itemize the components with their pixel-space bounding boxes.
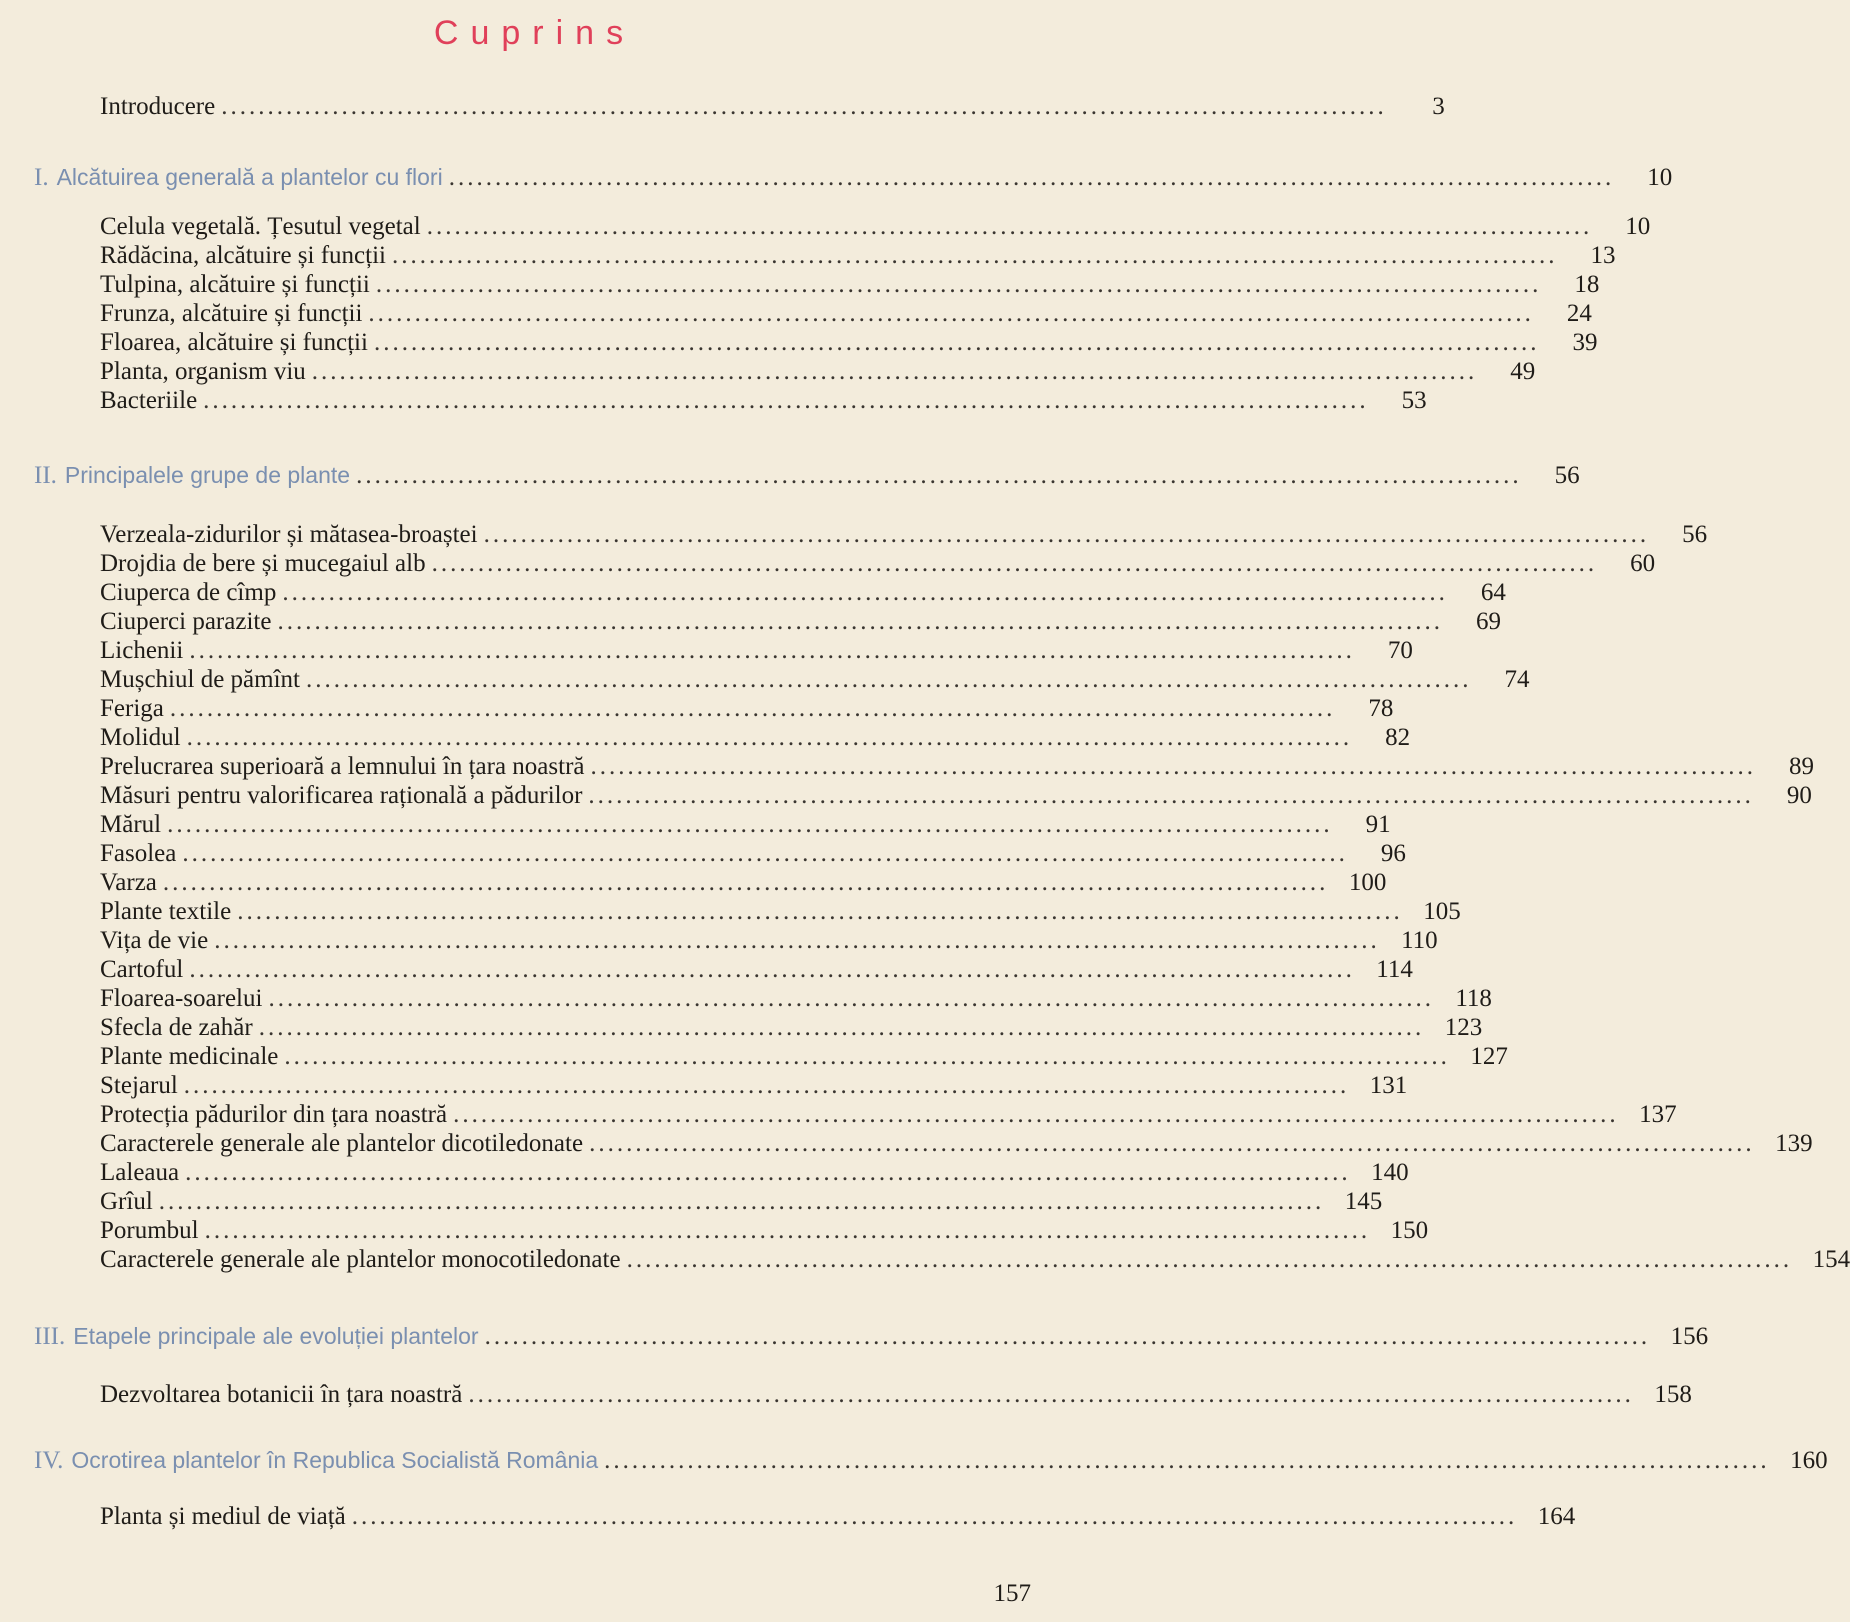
dot-leader: .............................................................................................................................. <box>351 1503 1518 1530</box>
toc-entry-page: 105 <box>1423 898 1461 925</box>
toc-entry[interactable] <box>100 1502 1576 1532</box>
toc-entry-page: 90 <box>1786 782 1812 809</box>
dot-leader: .............................................................................................................................. <box>483 521 1650 548</box>
dot-leader: .............................................................................................................................. <box>203 387 1369 414</box>
toc-entry-label: Ciuperca de cîmp <box>100 579 277 606</box>
toc-entry[interactable] <box>100 386 1427 416</box>
dot-leader: .............................................................................................................................. <box>162 869 1329 896</box>
toc-entry-page: 13 <box>1590 242 1616 269</box>
toc-entry-page: 39 <box>1572 329 1598 356</box>
section-title: Ocrotirea plantelor în Republica Socialistă România <box>71 1447 599 1473</box>
toc-entry[interactable] <box>100 1245 1850 1275</box>
toc-entry[interactable] <box>100 984 1492 1014</box>
toc-entry-label: Floarea-soarelui <box>100 985 263 1012</box>
toc-entry[interactable] <box>100 607 1501 637</box>
toc-entry-page: 91 <box>1365 811 1391 838</box>
toc-entry-label: Floarea, alcătuire și funcții <box>100 329 368 356</box>
toc-entry[interactable] <box>100 1042 1508 1072</box>
dot-leader: .............................................................................................................................. <box>204 1217 1371 1244</box>
toc-entry-page: 49 <box>1510 358 1536 385</box>
toc-entry-label: Stejarul <box>100 1072 178 1099</box>
section-number: III. <box>34 1323 66 1350</box>
toc-entry-label: Verzeala-zidurilor și mătasea-broaștei <box>100 521 478 548</box>
dot-leader: .............................................................................................................................. <box>182 840 1348 867</box>
dot-leader: .............................................................................................................................. <box>468 1381 1634 1408</box>
toc-entry[interactable] <box>100 636 1413 666</box>
section-number: IV. <box>34 1447 64 1474</box>
dot-leader: .............................................................................................................................. <box>221 93 1387 120</box>
toc-entry[interactable] <box>100 810 1391 840</box>
toc-entry[interactable] <box>100 897 1461 927</box>
dot-leader: .............................................................................................................................. <box>277 608 1443 635</box>
dot-leader: .............................................................................................................................. <box>448 164 1615 191</box>
toc-entry-label: Mușchiul de pămînt <box>100 666 300 693</box>
toc-entry[interactable] <box>100 1158 1409 1188</box>
toc-entry[interactable] <box>100 357 1536 387</box>
toc-entry-label: Dezvoltarea botanicii în țara noastră <box>100 1381 463 1408</box>
toc-entry-label: Frunza, alcătuire și funcții <box>100 300 363 327</box>
dot-leader: .............................................................................................................................. <box>626 1246 1793 1273</box>
section-number: II. <box>34 462 57 489</box>
toc-entry-page: 60 <box>1630 550 1656 577</box>
dot-leader: .............................................................................................................................. <box>368 300 1534 327</box>
dot-leader: .............................................................................................................................. <box>158 1188 1325 1215</box>
toc-entry-label: Fasolea <box>100 840 177 867</box>
dot-leader: .............................................................................................................................. <box>186 724 1353 751</box>
toc-entry-page: 127 <box>1470 1043 1508 1070</box>
dot-leader: .............................................................................................................................. <box>373 329 1540 356</box>
section-title: Principalele grupe de plante <box>64 462 351 488</box>
toc-entry[interactable] <box>100 212 1651 242</box>
toc-entry[interactable] <box>100 868 1387 898</box>
section-title: Alcătuirea generală a plantelor cu flori <box>56 164 443 190</box>
dot-leader: .............................................................................................................................. <box>431 550 1598 577</box>
toc-entry-page: 69 <box>1475 608 1501 635</box>
toc-entry[interactable] <box>100 1071 1408 1101</box>
page-number: 157 <box>993 1580 1031 1607</box>
toc-entry-page: 70 <box>1387 637 1413 664</box>
toc-entry-label: Feriga <box>100 695 164 722</box>
dot-leader: .............................................................................................................................. <box>453 1101 1619 1128</box>
toc-entry-page: 145 <box>1344 1188 1383 1215</box>
dot-leader: .............................................................................................................................. <box>268 985 1434 1012</box>
toc-entry[interactable] <box>100 578 1506 608</box>
toc-entry-page: 150 <box>1390 1217 1429 1244</box>
toc-entry[interactable] <box>100 752 1814 782</box>
dot-leader: .............................................................................................................................. <box>258 1014 1425 1041</box>
toc-entry-label: Celula vegetală. Țesutul vegetal <box>100 213 421 240</box>
dot-leader: .............................................................................................................................. <box>588 782 1754 809</box>
toc-entry-page: 118 <box>1455 985 1492 1012</box>
toc-entry[interactable] <box>100 328 1598 358</box>
toc-section-4[interactable] <box>34 1445 1828 1475</box>
toc-entry-page: 64 <box>1480 579 1506 606</box>
dot-leader: .............................................................................................................................. <box>426 213 1593 240</box>
toc-entry[interactable] <box>100 839 1406 869</box>
toc-entry-label: Varza <box>100 869 157 896</box>
toc-entry-page: 110 <box>1401 927 1438 954</box>
toc-entry-label: Cartoful <box>100 956 184 983</box>
section-page: 156 <box>1670 1323 1709 1350</box>
toc-entry[interactable] <box>100 299 1592 329</box>
dot-leader: .............................................................................................................................. <box>590 753 1756 780</box>
toc-entry-label: Tulpina, alcătuire și funcții <box>100 271 370 298</box>
dot-leader: .............................................................................................................................. <box>237 898 1403 925</box>
toc-entry[interactable] <box>100 1129 1813 1159</box>
toc-entry-page: 114 <box>1376 956 1413 983</box>
toc-entry-page: 139 <box>1775 1130 1813 1157</box>
section-page: 160 <box>1790 1447 1828 1474</box>
dot-leader: .............................................................................................................................. <box>604 1447 1770 1474</box>
toc-entry[interactable] <box>100 926 1438 956</box>
dot-leader: .............................................................................................................................. <box>484 1323 1651 1350</box>
toc-entry-label: Plante textile <box>100 898 232 925</box>
toc-entry-page: 164 <box>1537 1503 1576 1530</box>
dot-leader: .............................................................................................................................. <box>214 927 1380 954</box>
toc-entry-page: 89 <box>1789 753 1814 780</box>
dot-leader: .............................................................................................................................. <box>284 1043 1450 1070</box>
toc-entry-page: 140 <box>1371 1159 1409 1186</box>
toc-entry-label: Caracterele generale ale plantelor monocotiledonate <box>100 1246 621 1273</box>
dot-leader: .............................................................................................................................. <box>282 579 1448 606</box>
toc-entry-label: Grîul <box>100 1188 153 1215</box>
toc-entry-page: 3 <box>1432 93 1445 120</box>
toc-section-2[interactable] <box>34 460 1580 490</box>
dot-leader: .............................................................................................................................. <box>167 811 1333 838</box>
toc-entry-label: Porumbul <box>100 1217 199 1244</box>
toc-entry-intro[interactable] <box>100 92 1445 122</box>
section-page: 10 <box>1647 164 1673 191</box>
toc-entry-page: 56 <box>1682 521 1708 548</box>
toc-entry-label: Mărul <box>100 811 162 838</box>
toc-entry-label: Sfecla de zahăr <box>100 1014 253 1041</box>
toc-entry-page: 131 <box>1369 1072 1408 1099</box>
toc-entry-label: Plante medicinale <box>100 1043 279 1070</box>
toc-entry[interactable] <box>100 781 1812 811</box>
toc-entry-label: Planta, organism viu <box>100 358 306 385</box>
dot-leader: .............................................................................................................................. <box>375 271 1542 298</box>
dot-leader: .............................................................................................................................. <box>185 1159 1351 1186</box>
toc-entry-page: 100 <box>1348 869 1387 896</box>
toc-entry-label: Drojdia de bere și mucegaiul alb <box>100 550 426 577</box>
dot-leader: .............................................................................................................................. <box>183 1072 1350 1099</box>
toc-entry[interactable] <box>100 1380 1692 1410</box>
toc-entry[interactable] <box>100 1100 1677 1130</box>
toc-entry-page: 10 <box>1625 213 1651 240</box>
toc-entry-label: Lichenii <box>100 637 184 664</box>
toc-entry[interactable] <box>100 1013 1483 1043</box>
toc-entry[interactable] <box>100 665 1530 695</box>
toc-entry-label: Protecția pădurilor din țara noastră <box>100 1101 448 1128</box>
toc-section-1[interactable] <box>34 162 1673 192</box>
toc-entry-page: 78 <box>1368 695 1394 722</box>
toc-entry-page: 74 <box>1504 666 1530 693</box>
toc-entry-label: Planta și mediul de viață <box>100 1503 346 1530</box>
toc-entry-label: Bacteriile <box>100 387 198 414</box>
dot-leader: .............................................................................................................................. <box>189 956 1355 983</box>
dot-leader: .............................................................................................................................. <box>189 637 1355 664</box>
toc-entry-label: Rădăcina, alcătuire și funcții <box>100 242 386 269</box>
toc-entry-label: Vița de vie <box>100 927 209 954</box>
section-page: 56 <box>1554 462 1580 489</box>
toc-entry-page: 154 <box>1812 1246 1850 1273</box>
toc-entry-label: Laleaua <box>100 1159 180 1186</box>
dot-leader: .............................................................................................................................. <box>392 242 1558 269</box>
toc-entry-label: Molidul <box>100 724 181 751</box>
dot-leader: .............................................................................................................................. <box>589 1130 1755 1157</box>
page-title: Cuprins <box>433 14 636 52</box>
section-title: Etapele principale ale evoluției plantelor <box>73 1323 479 1349</box>
dot-leader: .............................................................................................................................. <box>305 666 1472 693</box>
toc-entry[interactable] <box>100 270 1600 300</box>
toc-entry[interactable] <box>100 1216 1429 1246</box>
toc-entry-page: 158 <box>1654 1381 1692 1408</box>
toc-entry-label: Măsuri pentru valorificarea rațională a pădurilor <box>100 782 583 809</box>
toc-entry[interactable] <box>100 1187 1383 1217</box>
toc-entry[interactable] <box>100 241 1616 271</box>
dot-leader: .............................................................................................................................. <box>311 358 1478 385</box>
toc-entry-label: Ciuperci parazite <box>100 608 272 635</box>
toc-entry-page: 82 <box>1385 724 1411 751</box>
toc-entry-page: 18 <box>1574 271 1600 298</box>
toc-section-3[interactable] <box>34 1321 1709 1351</box>
toc-entry-page: 53 <box>1401 387 1427 414</box>
toc-entry-page: 123 <box>1444 1014 1483 1041</box>
toc-entry[interactable] <box>100 520 1708 550</box>
toc-entry[interactable] <box>100 549 1656 579</box>
section-number: I. <box>34 164 49 191</box>
dot-leader: .............................................................................................................................. <box>356 462 1522 489</box>
toc-entry-page: 96 <box>1380 840 1406 867</box>
toc-entry-label: Introducere <box>100 93 216 120</box>
toc-entry-label: Caracterele generale ale plantelor dicotiledonate <box>100 1130 584 1157</box>
toc-entry-page: 137 <box>1639 1101 1677 1128</box>
dot-leader: .............................................................................................................................. <box>169 695 1336 722</box>
toc-entry-label: Prelucrarea superioară a lemnului în țara noastră <box>100 753 585 780</box>
toc-entry[interactable] <box>100 955 1413 985</box>
toc-entry-page: 24 <box>1566 300 1592 327</box>
toc-entry[interactable] <box>100 723 1411 753</box>
toc-entry[interactable] <box>100 694 1394 724</box>
